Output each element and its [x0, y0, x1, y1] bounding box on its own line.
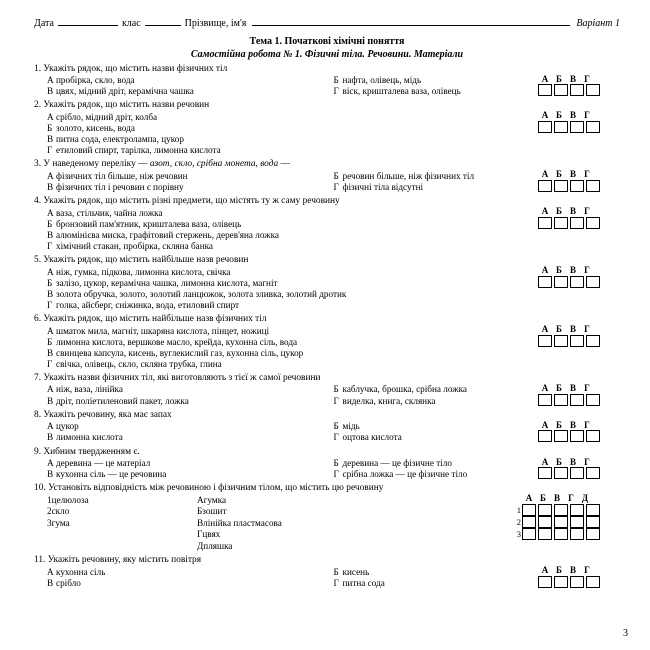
answer-checkbox[interactable]	[538, 430, 552, 442]
answer-checkbox[interactable]	[538, 217, 552, 229]
answer-letter: Г	[584, 110, 590, 121]
matching-right-item[interactable]: Бзошит	[197, 506, 227, 517]
answer-checkbox[interactable]	[554, 430, 568, 442]
matching-letter: А	[525, 493, 533, 504]
date-label: Дата	[34, 18, 54, 29]
question-text: 6. Укажіть рядок, що містить найбільше назв фізичних тіл	[34, 313, 267, 324]
answer-letter: В	[569, 110, 576, 121]
answer-checkbox[interactable]	[570, 394, 584, 406]
option[interactable]: А шматок мила, магніт, шкаряна кислота, пінцет, ножиці	[47, 325, 270, 336]
answer-letter: Г	[584, 382, 590, 393]
matching-checkbox[interactable]	[554, 504, 568, 516]
option[interactable]: Б лимонна кислота, вершкове масло, крейда, кухонна сіль, вода	[47, 336, 298, 347]
question-text: 10. Установіть відповідність між речовиною і фізичним тілом, що містить цю речовину	[34, 483, 384, 494]
answer-letter: Б	[556, 265, 562, 276]
options-list	[34, 421, 620, 443]
question-text: 4. Укажіть рядок, що містить різні предмети, що містять ту ж саму речовину	[34, 196, 340, 207]
answer-letter: Б	[556, 206, 562, 217]
answer-checkbox[interactable]	[554, 180, 568, 192]
option[interactable]: А кухонна сіль	[47, 566, 106, 577]
answer-letter: Г	[584, 169, 590, 180]
answer-checkbox[interactable]	[586, 430, 600, 442]
answer-letter: А	[541, 265, 549, 276]
matching-grid-corner	[513, 493, 522, 504]
matching-left-item[interactable]: 2скло	[47, 506, 70, 517]
question-text: 9. Хибним твердженням є.	[34, 446, 140, 457]
answer-checkbox[interactable]	[554, 217, 568, 229]
question-text: 5. Укажіть рядок, що містить найбільше назв речовин	[34, 255, 249, 266]
answer-letter: А	[541, 565, 549, 576]
option[interactable]: Б деревина — це фізичне тіло	[333, 458, 452, 469]
answer-letter: В	[569, 206, 576, 217]
answer-letter: А	[541, 419, 549, 430]
answer-checkbox[interactable]	[570, 180, 584, 192]
answer-letter: Б	[556, 382, 562, 393]
answer-letter: Б	[556, 73, 562, 84]
answer-letter: Б	[556, 419, 562, 430]
matching-letter: Б	[540, 493, 546, 504]
answer-checkbox[interactable]	[570, 276, 584, 288]
answer-checkbox[interactable]	[538, 180, 552, 192]
answer-letter: А	[541, 382, 549, 393]
answer-grid	[538, 420, 602, 443]
option[interactable]: А цукор	[47, 421, 79, 432]
answer-letter: Б	[556, 110, 562, 121]
answer-checkbox[interactable]	[570, 84, 584, 96]
answer-letter: Г	[584, 265, 590, 276]
answer-letter: Б	[556, 456, 562, 467]
question-text: 8. Укажіть речовину, яка має запах	[34, 409, 172, 420]
option[interactable]: А срібло, мідний дріт, колба	[47, 112, 158, 123]
answer-grid	[538, 74, 602, 97]
option[interactable]: Г фізичні тіла відсутні	[333, 181, 424, 192]
matching-checkbox[interactable]	[538, 504, 552, 516]
options-list	[34, 208, 620, 252]
answer-letter: А	[541, 456, 549, 467]
options-list	[34, 567, 620, 589]
matching-checkbox[interactable]	[586, 504, 600, 516]
matching-right-item[interactable]: Влінійка пластмасова	[197, 517, 282, 528]
answer-letter: В	[569, 73, 576, 84]
answer-checkbox[interactable]	[554, 84, 568, 96]
matching-left-item[interactable]: 3гума	[47, 517, 70, 528]
answer-grid	[538, 383, 602, 406]
option[interactable]: Г свічка, олівець, скло, скляна трубка, глина	[47, 358, 222, 369]
answer-checkbox[interactable]	[554, 576, 568, 588]
answer-letter: В	[569, 323, 576, 334]
matching-letter: В	[553, 493, 560, 504]
option[interactable]: Г оцтова кислота	[333, 432, 402, 443]
page-title	[34, 36, 620, 61]
option[interactable]: А ніж, гумка, підкова, лимонна кислота, свічка	[47, 266, 231, 277]
answer-checkbox[interactable]	[586, 121, 600, 133]
option[interactable]: А пробірка, скло, вода	[47, 75, 135, 86]
answer-checkbox[interactable]	[538, 121, 552, 133]
name-label: Прізвище, ім'я	[184, 18, 247, 29]
answer-checkbox[interactable]	[570, 335, 584, 347]
option[interactable]: Г хімічний стакан, пробірка, скляна банка	[47, 240, 214, 251]
answer-grid	[538, 110, 602, 133]
question-text: 3. У наведеному переліку — азот, скло, срібна монета, вода —	[34, 159, 290, 170]
matching-checkbox[interactable]	[570, 504, 584, 516]
answer-grid	[538, 206, 602, 229]
page-number: 3	[623, 628, 628, 640]
answer-letter: Г	[584, 456, 590, 467]
answer-letter: Б	[556, 323, 562, 334]
answer-letter: Г	[584, 565, 590, 576]
options-list	[34, 384, 620, 406]
answer-checkbox[interactable]	[570, 467, 584, 479]
option[interactable]: Г віск, кришталева ваза, олівець	[333, 86, 461, 97]
matching-checkbox[interactable]	[586, 516, 600, 528]
answer-checkbox[interactable]	[586, 467, 600, 479]
option[interactable]: В фізичних тіл і речовин є порівну	[47, 181, 184, 192]
option[interactable]: В срібло	[47, 577, 81, 588]
answer-checkbox[interactable]	[586, 394, 600, 406]
matching-checkbox[interactable]	[522, 504, 536, 516]
question	[34, 373, 620, 407]
option[interactable]: Б каблучка, брошка, срібна ложка	[333, 384, 467, 395]
matching-checkbox[interactable]	[522, 528, 536, 540]
topic-title: Тема 1. Початкові хімічні поняття	[249, 35, 405, 47]
matching-checkbox[interactable]	[570, 528, 584, 540]
answer-letter: Г	[584, 206, 590, 217]
options-list	[34, 267, 620, 311]
option[interactable]: Г срібна ложка — це фізичне тіло	[333, 469, 468, 480]
question-text: 7. Укажіть назви фізичних тіл, які виготовляють з тієї ж самої речовини	[34, 372, 321, 383]
matching-letter: Д	[581, 493, 589, 504]
option[interactable]: Б залізо, цукор, керамічна чашка, лимонна кислота, магніт	[47, 277, 278, 288]
matching-row-number: 3	[516, 529, 521, 540]
answer-letter: А	[541, 110, 549, 121]
option[interactable]: Б речовин більше, ніж фізичних тіл	[333, 170, 475, 181]
options-list	[34, 458, 620, 480]
option[interactable]: В золота обручка, золото, золотий ланцюжок, золота зливка, золотий дротик	[47, 288, 347, 299]
question	[34, 100, 620, 156]
answer-letter: Б	[556, 169, 562, 180]
answer-letter: В	[569, 169, 576, 180]
option[interactable]: В лимонна кислота	[47, 432, 123, 443]
questions-container	[34, 64, 620, 589]
matching-left-column	[47, 495, 197, 553]
option[interactable]: В свинцева капсула, кисень, вуглекислий газ, кухонна сіль, цукор	[47, 347, 304, 358]
answer-letter: Г	[584, 73, 590, 84]
answer-checkbox[interactable]	[586, 335, 600, 347]
question	[34, 314, 620, 370]
answer-letter: А	[541, 169, 549, 180]
answer-checkbox[interactable]	[554, 335, 568, 347]
answer-letter: В	[569, 382, 576, 393]
option[interactable]: Г голка, айсберг, сніжинка, вода, етиловий спирт	[47, 299, 240, 310]
matching-checkbox[interactable]	[570, 516, 584, 528]
answer-checkbox[interactable]	[586, 576, 600, 588]
option[interactable]: В дріт, поліетиленовий пакет, ложка	[47, 395, 189, 406]
option[interactable]: А ваза, стільчик, чайна ложка	[47, 207, 163, 218]
matching-checkbox[interactable]	[538, 528, 552, 540]
answer-checkbox[interactable]	[570, 576, 584, 588]
name-blank[interactable]	[252, 25, 570, 26]
matching-checkbox[interactable]	[554, 528, 568, 540]
answer-grid	[538, 265, 602, 288]
answer-checkbox[interactable]	[570, 430, 584, 442]
answer-letter: А	[541, 73, 549, 84]
matching-letter: Г	[568, 493, 574, 504]
answer-letter: Б	[556, 565, 562, 576]
answer-grid	[538, 324, 602, 347]
question	[34, 555, 620, 589]
answer-checkbox[interactable]	[538, 576, 552, 588]
class-label: клас	[121, 18, 141, 29]
question-text: 2. Укажіть рядок, що містить назви речовин	[34, 100, 210, 111]
answer-letter: Г	[584, 323, 590, 334]
answer-letter: В	[569, 419, 576, 430]
options-list	[34, 75, 620, 97]
options-list	[34, 112, 620, 156]
class-blank[interactable]	[145, 25, 181, 26]
answer-checkbox[interactable]	[538, 335, 552, 347]
option[interactable]: Г етиловий спирт, тарілка, лимонна кислота	[47, 145, 221, 156]
answer-checkbox[interactable]	[570, 121, 584, 133]
matching-checkbox[interactable]	[522, 516, 536, 528]
options-list	[34, 323, 620, 370]
question	[34, 64, 620, 98]
option[interactable]: Г виделка, книга, склянка	[333, 395, 436, 406]
worksheet-title: Самостійна робота № 1. Фізичні тіла. Речовини. Матеріали	[190, 48, 464, 60]
answer-checkbox[interactable]	[538, 467, 552, 479]
answer-checkbox[interactable]	[538, 84, 552, 96]
matching-answer-grid	[513, 493, 602, 540]
matching-right-item[interactable]: Агумка	[197, 494, 227, 505]
question	[34, 196, 620, 252]
matching-row-number: 1	[516, 505, 521, 516]
question	[34, 255, 620, 311]
option[interactable]: В цвях, мідний дріт, керамічна чашка	[47, 86, 194, 97]
options-list	[34, 171, 620, 193]
answer-letter: А	[541, 206, 549, 217]
matching-right-column	[197, 495, 427, 553]
matching-row-number: 2	[516, 517, 521, 528]
option[interactable]: В питна сода, електролампа, цукор	[47, 134, 184, 145]
option[interactable]: Б мідь	[333, 421, 360, 432]
question	[34, 159, 620, 193]
option[interactable]: В кухонна сіль — це речовина	[47, 469, 167, 480]
answer-letter: В	[569, 565, 576, 576]
option[interactable]: Г питна сода	[333, 577, 385, 588]
answer-checkbox[interactable]	[554, 467, 568, 479]
option[interactable]: А ніж, ваза, лінійка	[47, 384, 123, 395]
option[interactable]: В алюмінієва миска, графітовий стержень, дерев'яна ложка	[47, 229, 279, 240]
answer-checkbox[interactable]	[554, 121, 568, 133]
answer-grid	[538, 565, 602, 588]
option[interactable]: Б бронзовий пам'ятник, кришталева ваза, олівець	[47, 218, 242, 229]
answer-grid	[538, 169, 602, 192]
form-header	[34, 18, 620, 30]
answer-checkbox[interactable]	[586, 276, 600, 288]
answer-checkbox[interactable]	[538, 394, 552, 406]
answer-letter: В	[569, 265, 576, 276]
matching-checkbox[interactable]	[554, 516, 568, 528]
matching-checkbox[interactable]	[586, 528, 600, 540]
matching-checkbox[interactable]	[538, 516, 552, 528]
question	[34, 410, 620, 444]
answer-checkbox[interactable]	[570, 217, 584, 229]
option[interactable]: Б золото, кисень, вода	[47, 123, 135, 134]
option[interactable]: А деревина — це матеріал	[47, 458, 151, 469]
date-blank[interactable]	[58, 25, 118, 26]
option[interactable]: Б нафта, олівець, мідь	[333, 75, 422, 86]
answer-grid	[538, 457, 602, 480]
answer-checkbox[interactable]	[586, 84, 600, 96]
answer-checkbox[interactable]	[554, 276, 568, 288]
answer-checkbox[interactable]	[554, 394, 568, 406]
variant-label: Варіант 1	[576, 18, 620, 29]
answer-letter: Г	[584, 419, 590, 430]
question	[34, 447, 620, 481]
matching-question	[34, 483, 620, 552]
question-text: 11. Укажіть речовину, яку містить повітря	[34, 555, 202, 566]
answer-checkbox[interactable]	[586, 180, 600, 192]
matching-right-item[interactable]: Гцвях	[197, 529, 221, 540]
answer-letter: А	[541, 323, 549, 334]
matching-right-item[interactable]: Дпляшка	[197, 540, 233, 551]
option[interactable]: Б кисень	[333, 566, 370, 577]
answer-checkbox[interactable]	[538, 276, 552, 288]
option[interactable]: А фізичних тіл більше, ніж речовин	[47, 170, 188, 181]
matching-left-item[interactable]: 1целюлоза	[47, 494, 89, 505]
answer-checkbox[interactable]	[586, 217, 600, 229]
question-text: 1. Укажіть рядок, що містить назви фізичних тіл	[34, 63, 228, 74]
answer-letter: В	[569, 456, 576, 467]
